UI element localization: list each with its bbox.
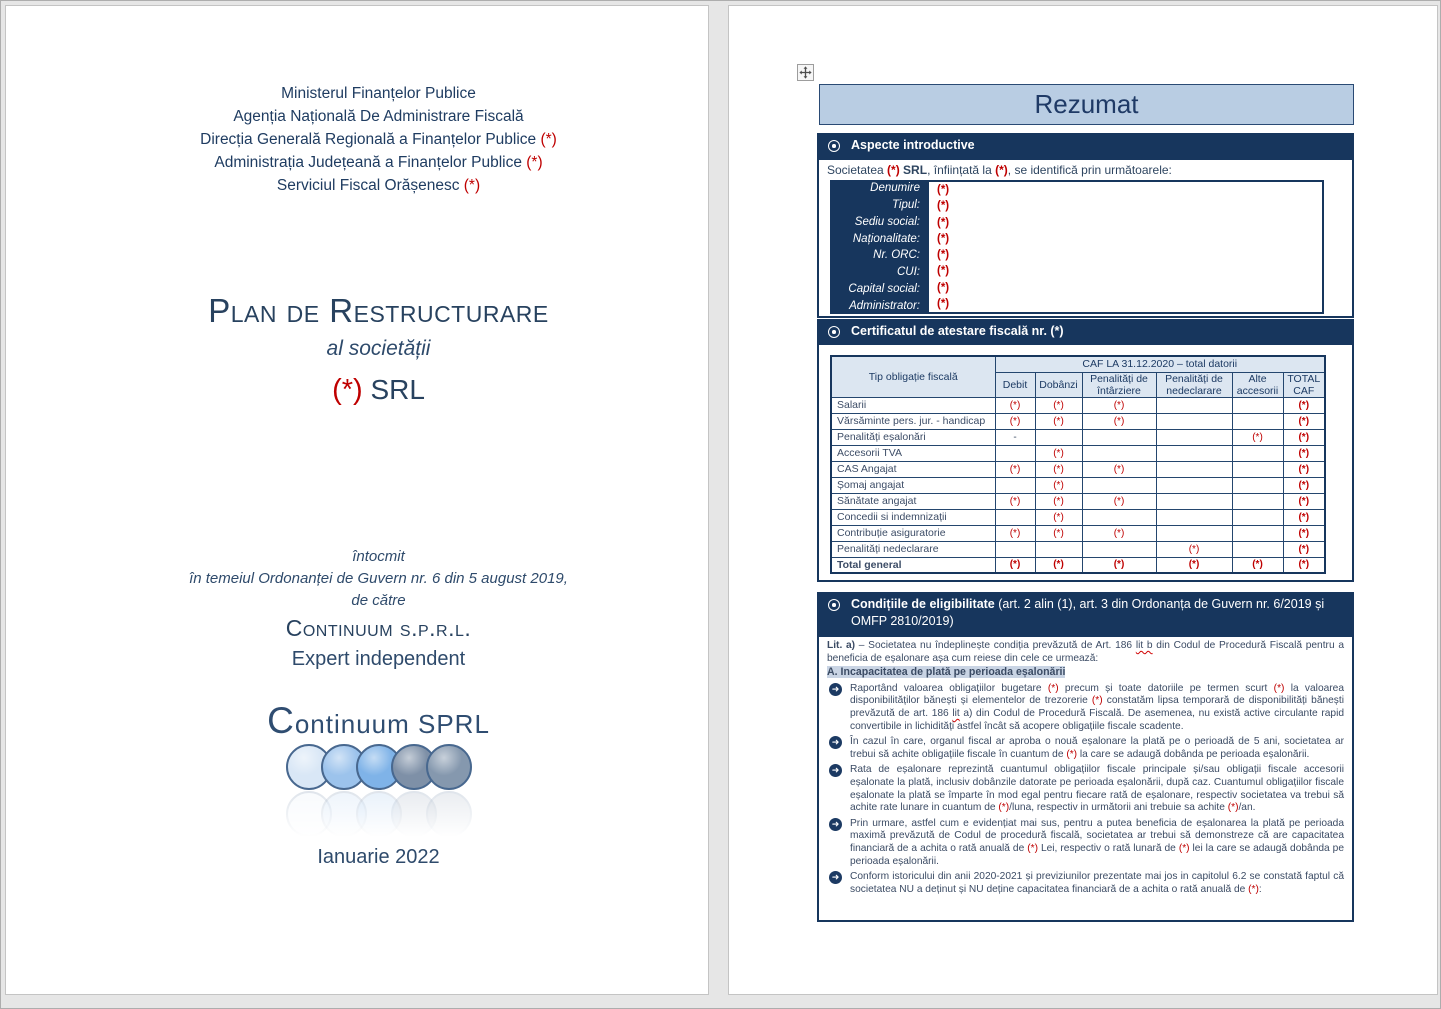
text-segment: constatăm lipsa temporară de disponibilități bănești prevăzută de art. 186 (850, 695, 1344, 719)
caf-cell: - (995, 429, 1035, 445)
caf-cell: (*) (1035, 397, 1082, 413)
caf-row-label: Concedii si indemnizații (831, 509, 995, 525)
arrow-bullet-icon: ➜ (829, 871, 842, 884)
authority-name: Ministerul Finanțelor Publice (281, 85, 476, 102)
caf-cell: (*) (1035, 493, 1082, 509)
caf-cell (1156, 397, 1232, 413)
section-heading-bold: Condițiile de eligibilitate (851, 597, 995, 611)
caf-row (831, 413, 1325, 429)
caf-cell: (*) (1283, 413, 1325, 429)
caf-cell: (*) (1283, 477, 1325, 493)
identity-label: Capital social: (848, 282, 920, 295)
identity-value: (*) (937, 232, 950, 245)
identity-value: (*) (937, 216, 950, 229)
star-placeholder: (*) (1091, 695, 1103, 707)
caf-cell: (*) (1283, 397, 1325, 413)
caf-cell (1156, 493, 1232, 509)
section-heading: Aspecte introductive (851, 138, 975, 152)
eligibility-bullet (827, 818, 1344, 868)
section-body-intro (817, 158, 1354, 318)
star-placeholder: (*) (459, 177, 481, 194)
caf-row (831, 541, 1325, 557)
page-title: Plan de Restructurare (208, 292, 549, 329)
authority-line (49, 151, 708, 174)
caf-cell (1232, 397, 1283, 413)
text-segment: la care se adaugă dobânda pe perioada eșalonării. (1077, 748, 1310, 760)
caf-cell (1082, 445, 1156, 461)
caf-cell: (*) (1283, 509, 1325, 525)
caf-cell: (*) (1035, 477, 1082, 493)
text-segment: : (1258, 883, 1262, 895)
bullet-text (850, 818, 1344, 868)
caf-cell (1232, 461, 1283, 477)
text-segment: , înființată la (927, 163, 996, 177)
move-arrows-icon (799, 66, 812, 79)
arrow-bullet-icon: ➜ (829, 736, 842, 749)
byline-line: întocmit (352, 548, 405, 565)
caf-cell: (*) (1283, 525, 1325, 541)
identity-value: (*) (937, 249, 950, 262)
caf-cell (1156, 477, 1232, 493)
caf-cell: (*) (1283, 429, 1325, 445)
star-placeholder: (*) (536, 131, 557, 148)
caf-cell (995, 541, 1035, 557)
caf-row (831, 461, 1325, 477)
caf-cell: (*) (1232, 429, 1283, 445)
caf-cell: (*) (1082, 493, 1156, 509)
caf-cell: (*) (1283, 557, 1325, 573)
text-segment: /luna, respectiv in următorii ani trebuie sa achite (1009, 802, 1228, 814)
identity-table (830, 180, 1324, 314)
text-segment: la valoarea disponibilităților bănești și elementelor de trezorerie (850, 682, 1344, 707)
text-segment: Lit. a) (827, 640, 856, 651)
highlighted-line (827, 666, 1344, 680)
logo-rest: ontinuum SPRL (294, 709, 490, 739)
star-placeholder: (*) (998, 802, 1010, 814)
caf-cell (995, 509, 1035, 525)
caf-row (831, 445, 1325, 461)
caf-cell: (*) (1082, 461, 1156, 477)
eligibility-bullet (827, 736, 1344, 761)
byline (49, 546, 708, 612)
text-segment: Prin urmare, astfel cum e evidențiat mai sus, pentru a putea beneficia de eșalonarea la plată pe perioada maximă prevăzută de Codul de procedură fiscală, societatea ar trebui să demonstreze că are capacitatea financiară de a achita o rată anuală de (850, 817, 1344, 854)
caf-cell (1035, 429, 1082, 445)
caf-cell (1232, 477, 1283, 493)
caf-cell: (*) (1082, 525, 1156, 541)
identity-value-column (927, 180, 1324, 314)
section-bullet-icon (828, 140, 840, 152)
caf-col-header: Alte accesorii (1232, 372, 1283, 397)
section-body-eligibility (817, 635, 1354, 922)
page-rezumat (728, 5, 1438, 995)
section-body-caf (817, 343, 1354, 582)
star-placeholder: (*) (1047, 682, 1059, 694)
caf-cell (1156, 461, 1232, 477)
caf-cell (1232, 493, 1283, 509)
firm-logo (49, 700, 708, 848)
caf-cell (995, 445, 1035, 461)
caf-row-label: Penalități eșalonări (831, 429, 995, 445)
text-segment: Societatea (827, 163, 888, 177)
caf-cell (1232, 413, 1283, 429)
caf-cell: (*) (995, 461, 1035, 477)
eligibility-bullet (827, 871, 1344, 896)
identity-value: (*) (937, 281, 950, 294)
text-segment: /an. (1238, 802, 1256, 814)
eligibility-bullet (827, 764, 1344, 814)
caf-row-label: Salarii (831, 397, 995, 413)
eligibility-paragraph (827, 640, 1344, 665)
caf-row-label: Sănătate angajat (831, 493, 995, 509)
logo-circle (426, 744, 472, 790)
caf-cell: (*) (1283, 541, 1325, 557)
eligibility-bullets (827, 683, 1344, 897)
caf-cell: (*) (1082, 557, 1156, 573)
caf-cell: (*) (1156, 557, 1232, 573)
caf-row (831, 477, 1325, 493)
caf-row (831, 493, 1325, 509)
caf-row-label: Vărsăminte pers. jur. - handicap (831, 413, 995, 429)
caf-cell: (*) (1035, 413, 1082, 429)
star-placeholder: (*) (1273, 682, 1285, 694)
star-placeholder: (*) (521, 154, 543, 171)
caf-cell (1156, 525, 1232, 541)
caf-cell (1156, 509, 1232, 525)
caf-cell (1156, 413, 1232, 429)
section-header-intro (817, 133, 1354, 158)
caf-row (831, 525, 1325, 541)
caf-col-header: Tip obligație fiscală (831, 356, 995, 397)
company-name-line (49, 374, 708, 407)
caf-col-header: TOTAL CAF (1283, 372, 1325, 397)
bullet-text (850, 683, 1344, 733)
caf-col-header: Dobânzi (1035, 372, 1082, 397)
caf-cell (1232, 509, 1283, 525)
caf-col-header: Debit (995, 372, 1035, 397)
company-suffix: SRL (362, 374, 425, 405)
caf-cell (1082, 429, 1156, 445)
title-subtitle: al societății (326, 337, 431, 360)
caf-row-label: Accesorii TVA (831, 445, 995, 461)
text-segment: din Codul de Procedură Fiscală pentru a beneficia de eșalonare așa cum reiese din cele ce urmează: (827, 640, 1344, 664)
logo-circles-graphic (286, 744, 472, 848)
arrow-bullet-icon: ➜ (829, 818, 842, 831)
text-segment: – Societatea nu îndeplinește condiția prevăzută de Art. 186 (855, 640, 1136, 651)
text-segment: a) din Codul de Procedură Fiscală. De asemenea, nu există active circulante rapid convertibile in lichidități astfel încât să acopere obligațiile fiscale scadente. (850, 707, 1344, 732)
identity-label: Sediu social: (854, 215, 920, 228)
identity-value: (*) (937, 184, 950, 197)
arrow-bullet-icon: ➜ (829, 764, 842, 777)
caf-cell (995, 477, 1035, 493)
caf-cell: (*) (1035, 525, 1082, 541)
caf-cell (1082, 509, 1156, 525)
caf-cell (1232, 445, 1283, 461)
star-placeholder: (*) (1178, 842, 1190, 854)
caf-group-header: CAF LA 31.12.2020 – total datorii (995, 356, 1325, 372)
star-placeholder: (*) (1027, 842, 1038, 854)
identity-label: CUI: (897, 266, 920, 279)
text-segment: Raportând valoarea obligațiilor bugetare (850, 682, 1048, 694)
caf-row (831, 557, 1325, 573)
identity-value: (*) (937, 200, 950, 213)
bullet-text (850, 736, 1344, 761)
caf-cell: (*) (995, 557, 1035, 573)
document-title: Rezumat (819, 84, 1354, 125)
section-header-eligibility (817, 592, 1354, 636)
authority-name: Administrația Județeană a Finanțelor Publice (214, 154, 522, 171)
star-placeholder: (*) (1248, 883, 1259, 895)
text-segment: precum și toate datoriile pe termen scurt (1058, 682, 1274, 694)
identity-label: Naționalitate: (852, 232, 920, 245)
caf-cell (1082, 477, 1156, 493)
star-placeholder: (*) (332, 374, 363, 406)
identity-label: Nr. ORC: (873, 249, 920, 262)
authority-line (49, 105, 708, 128)
eligibility-bullet (827, 683, 1344, 733)
identity-label: Tipul: (891, 199, 920, 212)
caf-row (831, 509, 1325, 525)
caf-row (831, 397, 1325, 413)
identity-label: Administrator: (849, 299, 920, 312)
caf-row-label: Contribuție asiguratorie (831, 525, 995, 541)
authority-name: Serviciul Fiscal Orășenesc (276, 177, 460, 194)
section-bullet-icon (828, 599, 840, 611)
caf-cell: (*) (1283, 461, 1325, 477)
text-segment: Conform istoricului din anii 2020-2021 și previziunilor prezentate mai jos in capitolul 6.2 se constată faptul că societatea NU a deținut și NU deține capacitatea financiară de a achita o rată anuală de (850, 871, 1344, 895)
caf-cell: (*) (1283, 493, 1325, 509)
text-segment: lit b (1135, 640, 1153, 651)
section-heading-rest: (art. 2 alin (1), art. 3 din Ordonanța de Guvern nr. 6/2019 și OMFP 2810/2019) (851, 597, 1325, 628)
authority-name: Agenția Națională De Administrare Fiscală (233, 108, 524, 125)
authority-line (49, 82, 708, 105)
star-placeholder: (*) (995, 163, 1008, 177)
byline-line: în temeiul Ordonanței de Guvern nr. 6 din 5 august 2019, (189, 570, 568, 587)
firm-name: Continuum s.p.r.l. (285, 615, 472, 641)
caf-row (831, 429, 1325, 445)
arrow-bullet-icon: ➜ (829, 683, 842, 696)
star-placeholder: (*) (887, 163, 900, 177)
caf-row-label: Penalități nedeclarare (831, 541, 995, 557)
section-bullet-icon (828, 326, 840, 338)
bullet-text (850, 871, 1344, 896)
caf-row-label: CAS Angajat (831, 461, 995, 477)
caf-col-header: Penalități de întârziere (1082, 372, 1156, 397)
caf-cell: (*) (1156, 541, 1232, 557)
authority-line (49, 174, 708, 197)
caf-cell: (*) (1232, 557, 1283, 573)
section-heading: Certificatul de atestare fiscală nr. (*) (851, 324, 1064, 338)
caf-cell: (*) (995, 397, 1035, 413)
text-segment: În cazul în care, organul fiscal ar aproba o nouă eșalonare la plată pe o perioadă de 5 ani, societatea ar trebui să achite obligațiile fiscale în cuantum de (850, 736, 1344, 760)
text-segment: SRL (899, 163, 928, 177)
caf-cell: (*) (1082, 413, 1156, 429)
caf-cell (1232, 541, 1283, 557)
identity-value: (*) (937, 265, 950, 278)
document-date: Ianuarie 2022 (317, 846, 440, 868)
caf-cell (1232, 525, 1283, 541)
caf-row-label: Total general (831, 557, 995, 573)
authority-header (49, 82, 708, 197)
caf-col-header: Penalități de nedeclarare (1156, 372, 1232, 397)
caf-cell (1035, 541, 1082, 557)
caf-cell (1156, 429, 1232, 445)
reflection-fade (278, 791, 480, 848)
logo-wordmark (49, 700, 708, 742)
text-segment: Lei, respectiv o rată lunară de (1037, 842, 1179, 854)
star-placeholder: (*) (1227, 802, 1239, 814)
highlight-text: A. Incapacitatea de plată pe perioada eșalonării (827, 666, 1066, 679)
caf-cell: (*) (995, 525, 1035, 541)
caf-cell: (*) (1035, 557, 1082, 573)
intro-lead-text (827, 163, 1352, 177)
caf-cell (1156, 445, 1232, 461)
star-placeholder: (*) (1066, 748, 1078, 760)
caf-cell: (*) (1035, 445, 1082, 461)
text-segment: Rata de eșalonare reprezintă cuantumul obligațiilor fiscale principale și/sau obligații fiscale accesorii eșalonate la plată, inclusiv dobânzile datorate pe perioada eșalonării, după caz. Cuantumul obligațiilor fiscale eșalonate la plată se împarte în mod egal pentru fiecare rată de eșalonare, respectiv societatea va trebui să achite rate lunare in cuantum de (850, 764, 1344, 814)
identity-label: Denumire (870, 182, 920, 195)
caf-cell: (*) (995, 493, 1035, 509)
caf-cell (1082, 541, 1156, 557)
text-segment: , se identifică prin următoarele: (1007, 163, 1172, 177)
identity-value: (*) (937, 297, 950, 310)
byline-line: de către (351, 592, 406, 609)
firm-role: Expert independent (291, 648, 466, 670)
text-segment: lei la care se adaugă dobânda pe perioada eșalonării. (850, 842, 1345, 867)
text-segment: lit (952, 707, 960, 719)
section-header-caf (817, 319, 1354, 344)
caf-row-label: Șomaj angajat (831, 477, 995, 493)
caf-cell: (*) (1082, 397, 1156, 413)
table-move-handle-icon[interactable] (797, 64, 814, 81)
authority-name: Direcția Generală Regională a Finanțelor Publice (200, 131, 537, 148)
caf-cell: (*) (1283, 445, 1325, 461)
identity-label-column (830, 180, 927, 314)
logo-initial: C (267, 700, 295, 741)
authority-line (49, 128, 708, 151)
caf-cell: (*) (1035, 509, 1082, 525)
page-cover (5, 5, 709, 995)
caf-cell: (*) (1035, 461, 1082, 477)
eligibility-body (819, 637, 1352, 896)
bullet-text (850, 764, 1344, 814)
caf-cell: (*) (995, 413, 1035, 429)
caf-table (830, 355, 1326, 574)
